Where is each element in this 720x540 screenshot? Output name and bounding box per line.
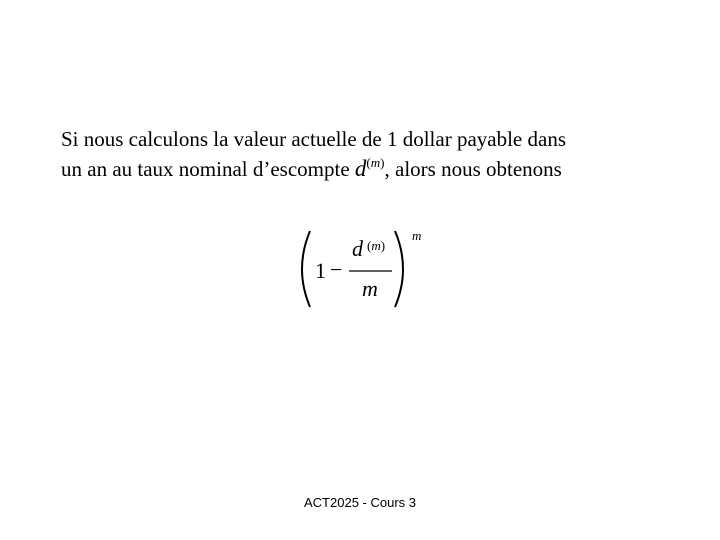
formula-exponent-m: m <box>412 228 422 243</box>
numerator-sup-close: ) <box>380 238 386 253</box>
line-2-text-after: , alors nous obtenons <box>384 157 562 181</box>
superscript-m: m <box>370 155 381 170</box>
numerator-sup-open: ( <box>367 238 372 253</box>
formula-numerator-d: d <box>352 236 363 261</box>
numerator-sup-m: m <box>371 238 381 253</box>
superscript-open-paren: ( <box>366 155 371 170</box>
rate-variable-superscript <box>366 155 384 170</box>
superscript-close-paren: ) <box>380 155 385 170</box>
formula-numerator-superscript <box>367 238 385 254</box>
paragraph-line-1: Si nous calculons la valeur actuelle de 1 dollar payable dans <box>61 127 566 151</box>
slide-footer: ACT2025 - Cours 3 <box>304 495 416 510</box>
right-parenthesis <box>395 231 403 307</box>
formula-minus-sign: − <box>330 257 343 282</box>
rate-variable-d: d <box>354 156 367 181</box>
left-parenthesis <box>302 231 310 307</box>
line-2-text-before: un an au taux nominal d’escompte <box>61 157 355 181</box>
paragraph-line-2 <box>61 154 681 184</box>
formula-one: 1 <box>315 258 326 283</box>
formula-denominator-m: m <box>362 276 378 301</box>
present-value-formula <box>296 226 446 312</box>
body-paragraph <box>61 124 681 184</box>
